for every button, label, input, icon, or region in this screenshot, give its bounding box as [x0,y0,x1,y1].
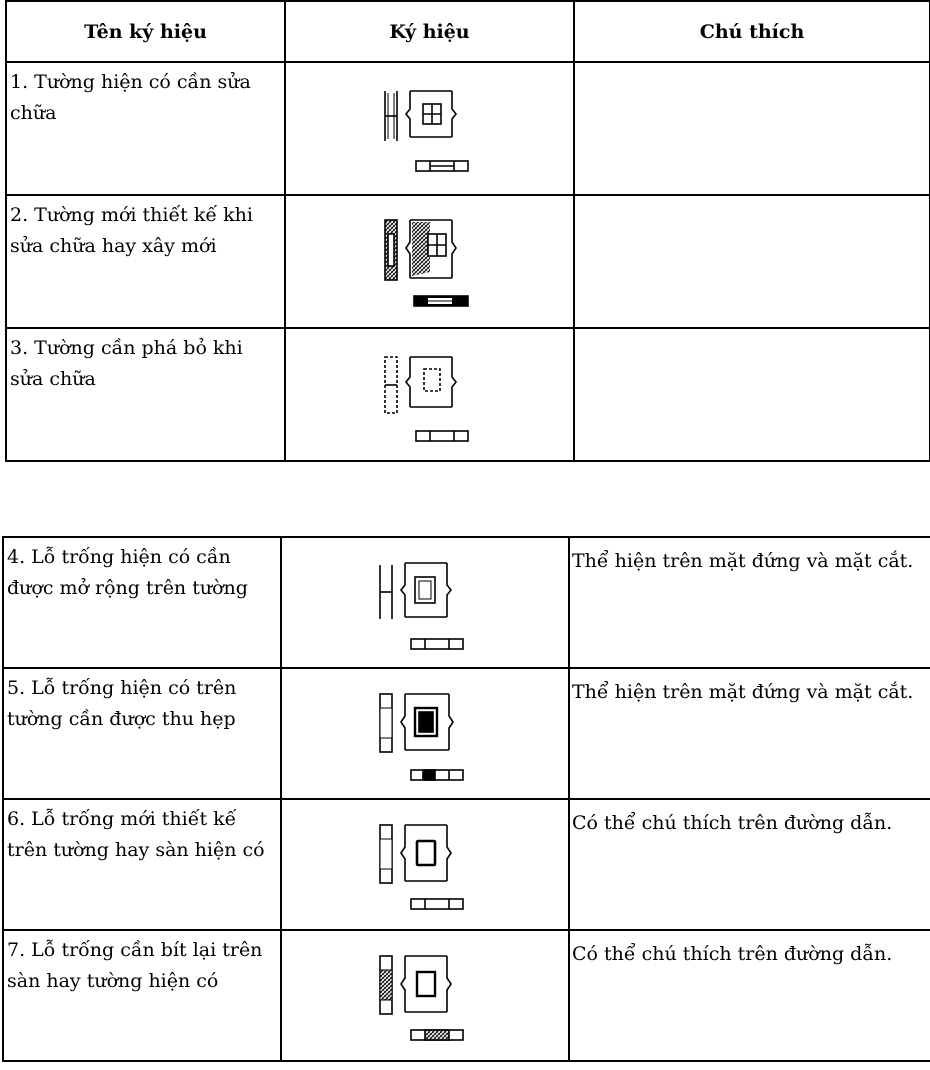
symbol-note [575,329,929,337]
symbol-name: 1. Tường hiện có cần sửa chữa [10,71,251,124]
symbol-note: Thể hiện trên mặt đứng và mặt cắt. [572,550,914,572]
symbol-name: 2. Tường mới thiết kế khi sửa chữa hay xây mới [10,204,253,257]
symbol-name: 5. Lỗ trống hiện có trên tường cần được thu hẹp [7,677,237,730]
symbol-note: Có thể chú thích trên đường dẫn. [572,812,893,834]
header-row [6,1,930,62]
symbol-note: Thể hiện trên mặt đứng và mặt cắt. [572,681,914,703]
table-row [3,930,930,1061]
header-symbol: Ký hiệu [285,1,574,62]
table-row [3,668,930,799]
symbol-note: Có thể chú thích trên đường dẫn. [572,943,893,965]
symbol-note [575,196,929,204]
symbol-name: 4. Lỗ trống hiện có cần được mở rộng trên tường [7,546,248,599]
symbol-name: 6. Lỗ trống mới thiết kế trên tường hay sàn hiện có [7,808,265,861]
opening-widen-symbol-icon [375,553,475,653]
symbol-name: 3. Tường cần phá bỏ khi sửa chữa [10,337,243,390]
header-name: Tên ký hiệu [6,1,285,62]
symbols-table-2 [2,536,930,1062]
wall-demolish-symbol-icon [380,345,480,445]
table-row [6,328,930,461]
opening-seal-symbol-icon [375,946,475,1046]
new-wall-symbol-icon [380,212,480,312]
table-row [3,799,930,930]
opening-narrow-symbol-icon [375,684,475,784]
symbols-table-1 [5,0,930,462]
table-row [6,62,930,195]
symbol-name: 7. Lỗ trống cần bít lại trên sàn hay tường hiện có [7,939,263,992]
table-row [3,537,930,668]
existing-wall-repair-symbol-icon [380,79,480,179]
new-opening-symbol-icon [375,815,475,915]
table-row [6,195,930,328]
header-note: Chú thích [574,1,930,62]
symbol-note [575,63,929,71]
